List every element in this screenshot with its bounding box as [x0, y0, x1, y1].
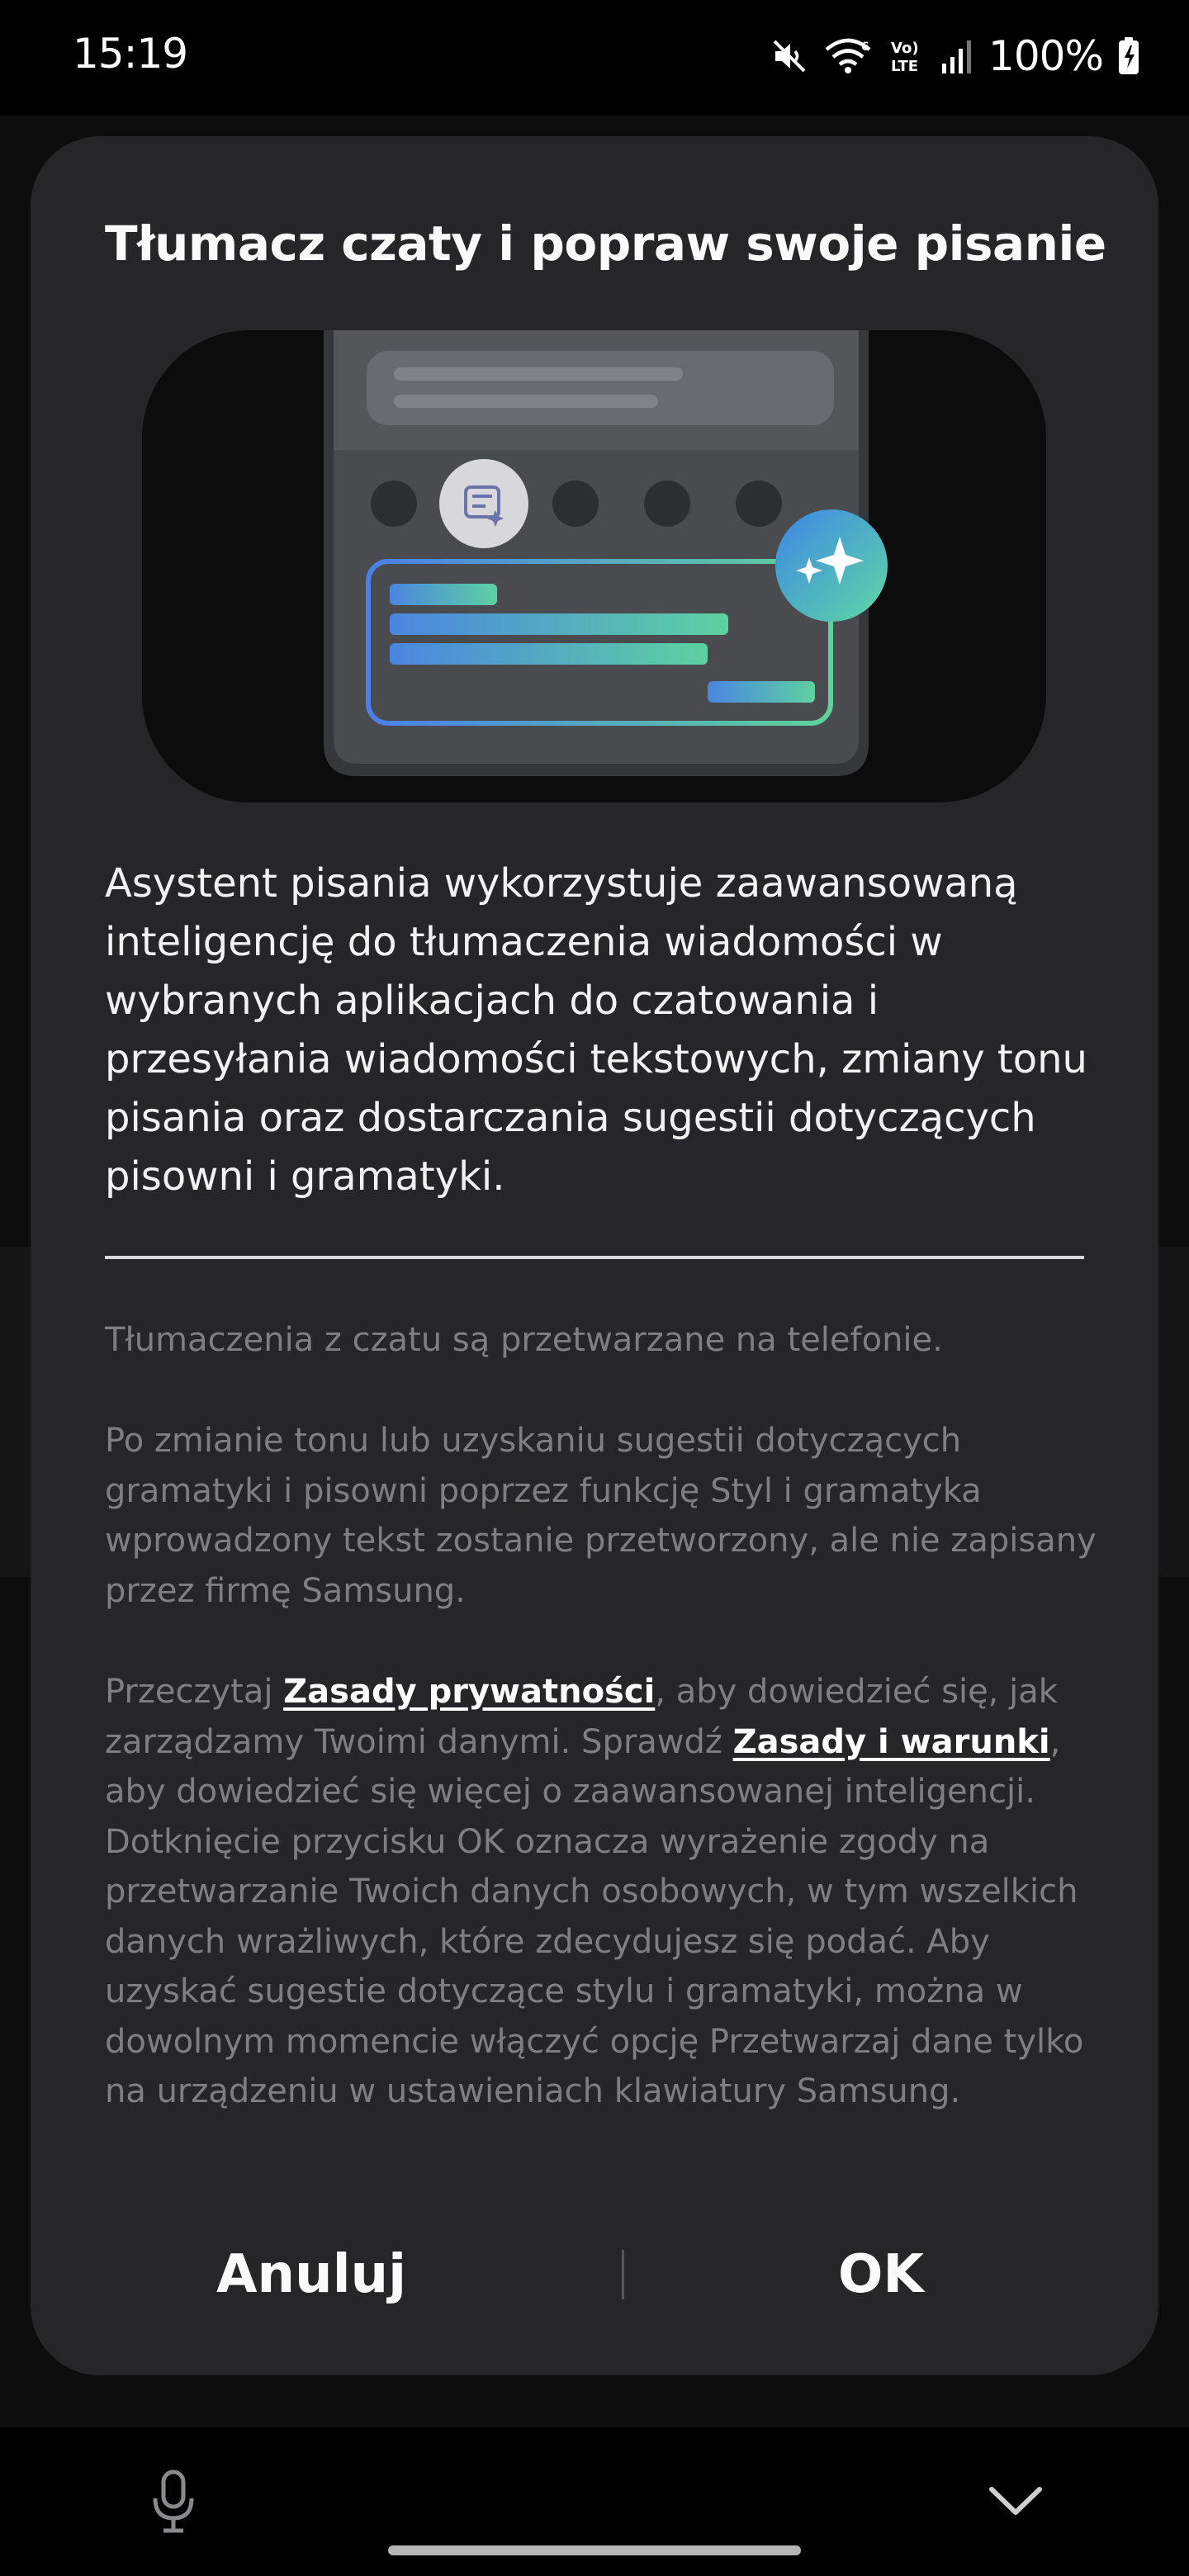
terms-and-conditions-link[interactable]: Zasady i warunki [732, 1722, 1050, 1761]
writing-assist-illustration [142, 330, 1046, 803]
mute-icon [770, 37, 808, 75]
dialog-title: Tłumacz czaty i popraw swoje pisanie [105, 215, 1106, 272]
volte-icon [889, 36, 926, 76]
svg-text:LTE: LTE [891, 58, 919, 75]
ok-button[interactable]: OK [838, 2244, 924, 2305]
cancel-button[interactable]: Anuluj [216, 2244, 407, 2305]
wifi-calling-icon [823, 36, 874, 76]
note-on-device-translation: Tłumaczenia z czatu są przetwarzane na telefonie. [105, 1321, 943, 1359]
divider [105, 1256, 1084, 1259]
microphone-icon[interactable] [147, 2469, 200, 2535]
gesture-navigation-bar[interactable] [388, 2545, 801, 2555]
dialog-description: Asystent pisania wykorzystuje zaawansowaną inteligencję do tłumaczenia wiadomości w wybranych aplikacjach do czatowania i przesyłania wiadomości tekstowych, zmiany tonu pisania oraz dostarczania sugestii dotyczących pisowni i gramatyki. [105, 860, 1087, 1200]
ai-consent-dialog [31, 136, 1158, 2375]
note-style-grammar: Po zmianie tonu lub uzyskaniu sugestii dotyczących gramatyki i pisowni poprzez funkcję Styl i gramatyka wprowadzony tekst zostanie przetworzony, ale nie zapisany przez firmę Samsung. [105, 1422, 1097, 1610]
chevron-down-icon[interactable] [987, 2481, 1045, 2522]
privacy-policy-link[interactable]: Zasady prywatności [283, 1673, 656, 1711]
status-time: 15:19 [73, 30, 188, 78]
battery-charging-icon [1118, 37, 1139, 75]
consent-text-part3: , aby dowiedzieć się więcej o zaawansowanej inteligencji. Dotknięcie przycisku OK oznacza wyrażenie zgody na przetwarzanie Twoich danych osobowych, w tym wszelkich danych wrażliwych, które zdecydujesz się podać. Aby uzyskać sugestie dotyczące stylu i gramatyki, można w dowolnym momencie włączyć opcję Przetwarzaj dane tylko na urządzeniu w ustawieniach klawiatury Samsung. [105, 1722, 1084, 2110]
consent-text-part2: , aby dowiedzieć się, jak zarządzamy Twoimi danymi. Sprawdź [105, 1673, 1058, 1761]
consent-text-part1: Przeczytaj [105, 1673, 284, 1711]
button-separator [622, 2250, 624, 2299]
status-icons [770, 31, 1139, 81]
svg-text:Vo): Vo) [891, 40, 919, 57]
battery-percent: 100% [988, 32, 1103, 80]
status-bar [0, 0, 1189, 116]
note-privacy-consent [105, 1667, 1112, 2117]
svg-text:6: 6 [861, 40, 869, 54]
signal-icon [940, 37, 973, 75]
